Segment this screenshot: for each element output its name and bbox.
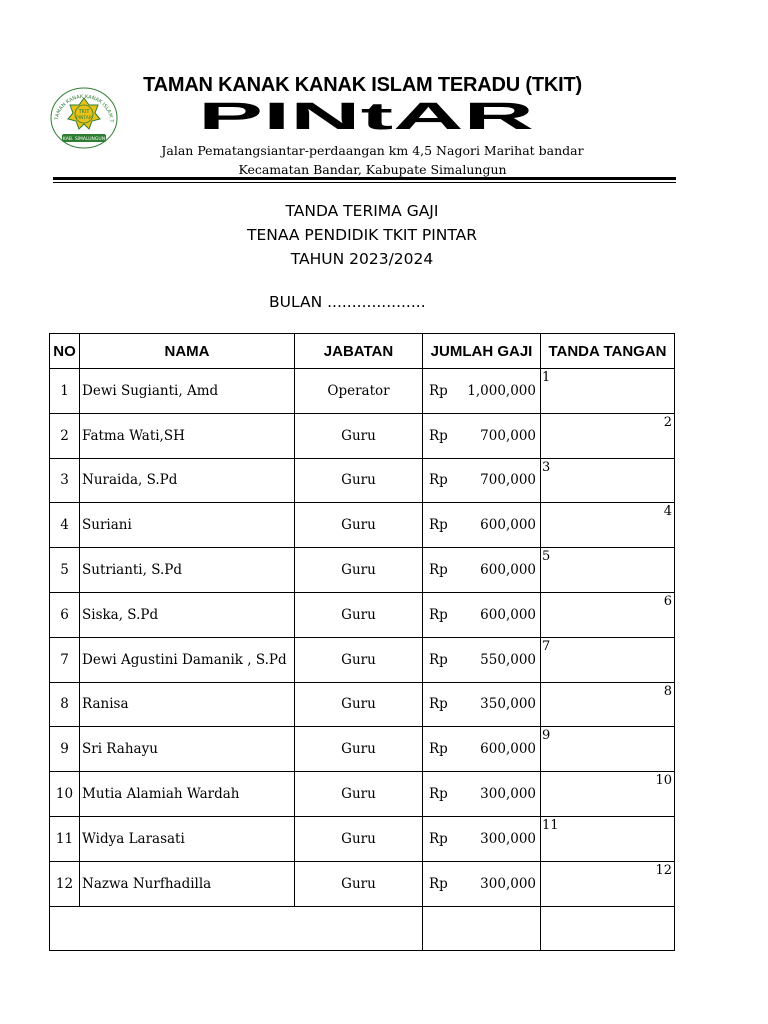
table-blank-row <box>50 906 675 950</box>
table-row <box>50 458 675 503</box>
cell-nama: Sri Rahayu <box>80 727 295 772</box>
cell-tanda-tangan <box>541 458 675 503</box>
cell-tanda-tangan <box>541 816 675 861</box>
cell-jumlah-gaji <box>423 861 541 906</box>
cell-no: 11 <box>50 816 80 861</box>
salary-amount: 600,000 <box>480 562 536 579</box>
cell-nama: Widya Larasati <box>80 816 295 861</box>
cell-jumlah-gaji <box>423 637 541 682</box>
cell-no: 4 <box>50 503 80 548</box>
salary-amount: 350,000 <box>480 696 536 713</box>
cell-tanda-tangan <box>541 682 675 727</box>
logo-ring-text: TAMAN KANAK KANAK ISLAM T <box>54 93 115 123</box>
cell-no: 1 <box>50 369 80 414</box>
cell-jumlah-gaji <box>423 413 541 458</box>
signature-number: 7 <box>542 638 551 654</box>
brand-text: PINtAR <box>198 96 534 136</box>
currency-label: Rp <box>429 517 448 534</box>
cell-no: 10 <box>50 772 80 817</box>
cell-tanda-tangan <box>541 861 675 906</box>
cell-jabatan: Guru <box>295 682 423 727</box>
blank-cell <box>423 906 541 950</box>
cell-jabatan: Operator <box>295 369 423 414</box>
currency-label: Rp <box>429 562 448 579</box>
salary-amount: 1,000,000 <box>467 382 536 399</box>
table-row <box>50 861 675 906</box>
cell-nama: Mutia Alamiah Wardah <box>80 772 295 817</box>
cell-jumlah-gaji <box>423 503 541 548</box>
cell-jumlah-gaji <box>423 682 541 727</box>
header-jumlah-gaji: JUMLAH GAJI <box>423 334 541 369</box>
address-line-1: Jalan Pematangsiantar-perdaangan km 4,5 Nagori Marihat bandar <box>161 143 584 158</box>
currency-label: Rp <box>429 606 448 623</box>
cell-nama: Ranisa <box>80 682 295 727</box>
cell-nama: Suriani <box>80 503 295 548</box>
cell-no: 9 <box>50 727 80 772</box>
table-header-row <box>50 334 675 369</box>
signature-number: 10 <box>655 773 672 789</box>
cell-jumlah-gaji <box>423 816 541 861</box>
title-line-1: TANDA TERIMA GAJI <box>285 202 439 220</box>
school-name: TAMAN KANAK KANAK ISLAM TERADU (TKIT) <box>143 74 582 96</box>
title-line-2: TENAA PENDIDIK TKIT PINTAR <box>246 226 477 244</box>
cell-tanda-tangan <box>541 772 675 817</box>
cell-no: 5 <box>50 548 80 593</box>
school-logo <box>48 86 120 150</box>
header-jabatan: JABATAN <box>295 334 423 369</box>
table-row <box>50 637 675 682</box>
currency-label: Rp <box>429 472 448 489</box>
salary-amount: 600,000 <box>480 517 536 534</box>
cell-no: 3 <box>50 458 80 503</box>
signature-number: 5 <box>542 549 551 565</box>
cell-nama: Dewi Sugianti, Amd <box>80 369 295 414</box>
cell-jumlah-gaji <box>423 727 541 772</box>
table-row <box>50 548 675 593</box>
header-divider <box>53 177 676 180</box>
cell-jumlah-gaji <box>423 592 541 637</box>
table-row <box>50 772 675 817</box>
cell-jabatan: Guru <box>295 592 423 637</box>
cell-jumlah-gaji <box>423 458 541 503</box>
signature-number: 9 <box>542 728 551 744</box>
currency-label: Rp <box>429 651 448 668</box>
header-tanda-tangan: TANDA TANGAN <box>541 334 675 369</box>
salary-amount: 700,000 <box>480 427 536 444</box>
currency-label: Rp <box>429 382 448 399</box>
signature-number: 1 <box>542 370 551 385</box>
salary-amount: 300,000 <box>480 830 536 847</box>
logo-center-line1: TKIT <box>78 109 90 115</box>
signature-number: 12 <box>655 862 672 878</box>
table-row <box>50 816 675 861</box>
cell-tanda-tangan <box>541 727 675 772</box>
cell-jabatan: Guru <box>295 548 423 593</box>
cell-jumlah-gaji <box>423 369 541 414</box>
cell-jumlah-gaji <box>423 772 541 817</box>
logo-center-line2: PINTAR <box>75 116 93 121</box>
salary-table <box>49 333 675 951</box>
cell-no: 2 <box>50 413 80 458</box>
signature-number: 2 <box>663 414 672 430</box>
header-no: NO <box>50 334 80 369</box>
currency-label: Rp <box>429 830 448 847</box>
currency-label: Rp <box>429 696 448 713</box>
currency-label: Rp <box>429 786 448 803</box>
salary-amount: 300,000 <box>480 786 536 803</box>
cell-jabatan: Guru <box>295 816 423 861</box>
table-row <box>50 369 675 414</box>
cell-no: 6 <box>50 592 80 637</box>
cell-jabatan: Guru <box>295 772 423 817</box>
cell-nama: Sutrianti, S.Pd <box>80 548 295 593</box>
cell-no: 12 <box>50 861 80 906</box>
currency-label: Rp <box>429 741 448 758</box>
logo-ribbon-text: KAB. SIMALUNGUN <box>62 137 106 142</box>
salary-amount: 600,000 <box>480 606 536 623</box>
currency-label: Rp <box>429 427 448 444</box>
signature-number: 4 <box>663 504 672 520</box>
cell-no: 7 <box>50 637 80 682</box>
cell-tanda-tangan <box>541 503 675 548</box>
signature-number: 11 <box>542 817 559 833</box>
cell-nama: Dewi Agustini Damanik , S.Pd <box>80 637 295 682</box>
blank-cell <box>541 906 675 950</box>
cell-nama: Siska, S.Pd <box>80 592 295 637</box>
document-title <box>100 199 624 271</box>
salary-amount: 700,000 <box>480 472 536 489</box>
cell-jumlah-gaji <box>423 548 541 593</box>
blank-cell <box>50 906 423 950</box>
cell-tanda-tangan <box>541 369 675 414</box>
brand-wordmark <box>196 96 536 136</box>
cell-tanda-tangan <box>541 592 675 637</box>
signature-number: 8 <box>663 683 672 699</box>
cell-nama: Fatma Wati,SH <box>80 413 295 458</box>
salary-amount: 550,000 <box>480 651 536 668</box>
salary-amount: 300,000 <box>480 875 536 892</box>
cell-jabatan: Guru <box>295 503 423 548</box>
currency-label: Rp <box>429 875 448 892</box>
cell-nama: Nuraida, S.Pd <box>80 458 295 503</box>
cell-tanda-tangan <box>541 548 675 593</box>
title-line-3: TAHUN 2023/2024 <box>290 250 434 268</box>
cell-jabatan: Guru <box>295 458 423 503</box>
cell-tanda-tangan <box>541 413 675 458</box>
cell-jabatan: Guru <box>295 413 423 458</box>
salary-amount: 600,000 <box>480 741 536 758</box>
header-divider-thin <box>53 182 676 183</box>
cell-tanda-tangan <box>541 637 675 682</box>
table-row <box>50 682 675 727</box>
cell-no: 8 <box>50 682 80 727</box>
header-nama: NAMA <box>80 334 295 369</box>
month-field: BULAN .................... <box>269 293 426 311</box>
table-row <box>50 503 675 548</box>
cell-nama: Nazwa Nurfhadilla <box>80 861 295 906</box>
cell-jabatan: Guru <box>295 861 423 906</box>
cell-jabatan: Guru <box>295 727 423 772</box>
address-line-2: Kecamatan Bandar, Kabupate Simalungun <box>238 162 507 177</box>
table-row <box>50 413 675 458</box>
signature-number: 6 <box>663 593 672 609</box>
cell-jabatan: Guru <box>295 637 423 682</box>
table-row <box>50 727 675 772</box>
school-address <box>140 141 605 179</box>
table-row <box>50 592 675 637</box>
signature-number: 3 <box>542 459 551 475</box>
